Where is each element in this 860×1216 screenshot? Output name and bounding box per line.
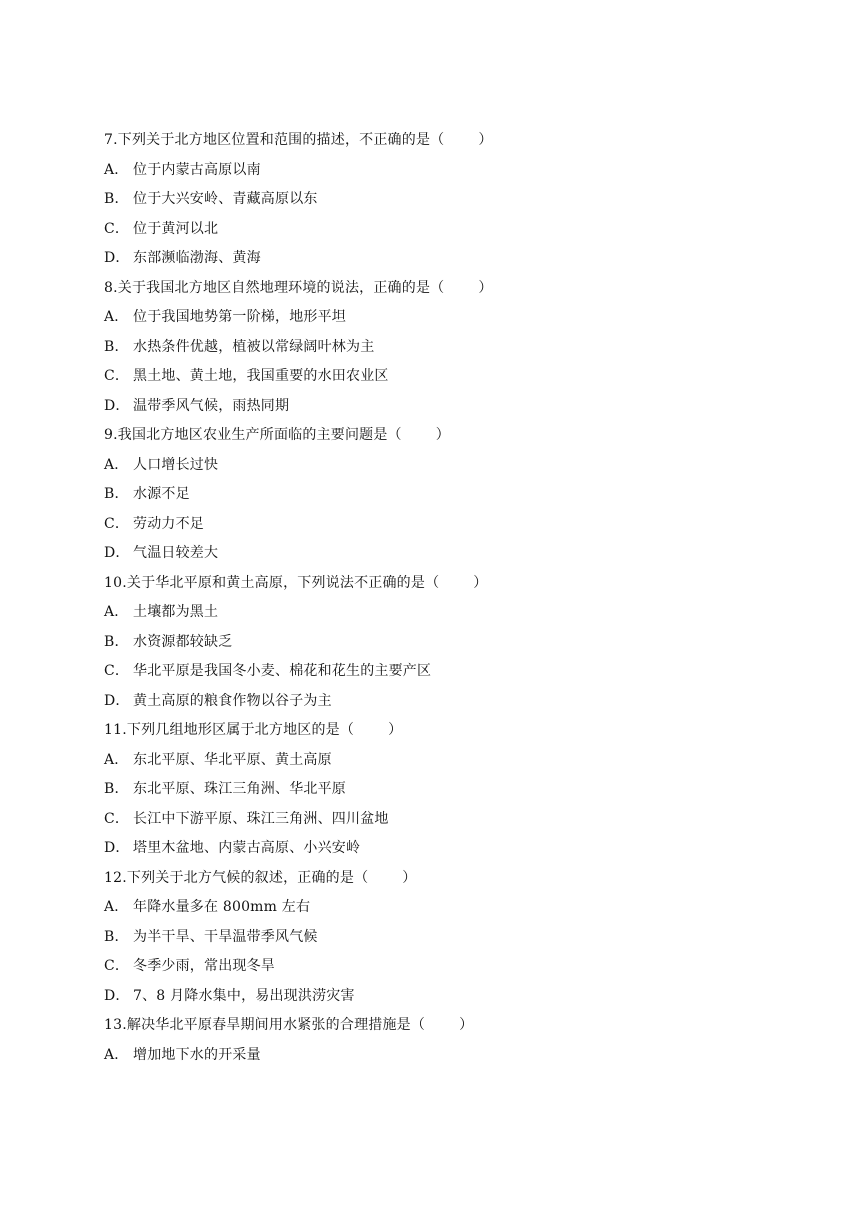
option-letter: A． [104, 751, 129, 768]
option-letter: B． [104, 928, 129, 945]
option-text: 黑土地、黄土地，我国重要的水田农业区 [133, 368, 389, 384]
option-letter: B． [104, 633, 129, 650]
option-letter: C． [104, 515, 130, 532]
option-text: 7、8 月降水集中，易出现洪涝灾害 [133, 987, 355, 1004]
closing-paren: ） [388, 722, 403, 738]
option-letter: D． [104, 250, 130, 266]
option-text: 冬季少雨，常出现冬旱 [133, 958, 275, 974]
question-7-option-d [104, 244, 764, 274]
question-10-stem [104, 569, 764, 599]
question-11-option-c [104, 805, 764, 835]
option-letter: D． [104, 692, 130, 709]
closing-paren: ） [402, 869, 417, 886]
question-10-option-a [104, 598, 764, 628]
question-8-option-a [104, 303, 764, 333]
question-8-option-d [104, 392, 764, 422]
closing-paren: ） [473, 574, 488, 591]
question-7-option-b [104, 185, 764, 215]
question-11-option-a [104, 746, 764, 776]
option-text: 长江中下游平原、珠江三角洲、四川盆地 [133, 810, 389, 827]
question-13-option-a [104, 1041, 764, 1071]
question-10-option-b [104, 628, 764, 658]
option-letter: B． [104, 338, 129, 355]
option-letter: C． [104, 958, 130, 974]
option-text: 水源不足 [133, 486, 190, 502]
question-9-option-c [104, 510, 764, 540]
question-9-option-d [104, 539, 764, 569]
question-stem-text: 13.解决华北平原春旱期间用水紧张的合理措施是（ [104, 1017, 426, 1033]
question-11-option-d [104, 834, 764, 864]
option-text: 位于我国地势第一阶梯，地形平坦 [133, 309, 346, 325]
question-9-option-b [104, 480, 764, 510]
option-text: 人口增长过快 [133, 456, 219, 473]
option-letter: D． [104, 545, 130, 561]
question-stem-text: 7.下列关于北方地区位置和范围的描述，不正确的是（ [104, 132, 445, 148]
question-stem-text: 8.关于我国北方地区自然地理环境的说法，正确的是（ [104, 279, 445, 296]
option-text: 水资源都较缺乏 [133, 633, 233, 650]
option-letter: C． [104, 368, 130, 384]
question-7-option-a [104, 156, 764, 186]
question-12-option-c [104, 952, 764, 982]
option-text: 气温日较差大 [133, 545, 219, 561]
question-12-option-a [104, 893, 764, 923]
option-text: 增加地下水的开采量 [133, 1046, 261, 1063]
option-text: 塔里木盆地、内蒙古高原、小兴安岭 [133, 840, 361, 856]
option-letter: D． [104, 840, 130, 856]
option-text: 土壤都为黑土 [133, 604, 219, 620]
option-letter: D． [104, 987, 130, 1004]
option-text: 水热条件优越，植被以常绿阔叶林为主 [133, 338, 375, 355]
option-letter: C． [104, 663, 130, 679]
closing-paren: ） [478, 279, 493, 296]
option-text: 年降水量多在 800mm 左右 [133, 899, 311, 915]
option-text: 东北平原、华北平原、黄土高原 [133, 751, 332, 768]
option-letter: A． [104, 604, 129, 620]
question-13-stem [104, 1011, 764, 1041]
question-9-option-a [104, 451, 764, 481]
question-10-option-c [104, 657, 764, 687]
option-letter: C． [104, 220, 130, 237]
question-10-option-d [104, 687, 764, 717]
option-text: 为半干旱、干旱温带季风气候 [133, 928, 318, 945]
question-list [104, 126, 764, 1070]
option-text: 黄土高原的粮食作物以谷子为主 [133, 692, 332, 709]
question-stem-text: 10.关于华北平原和黄土高原，下列说法不正确的是（ [104, 574, 440, 591]
question-stem-text: 12.下列关于北方气候的叙述，正确的是（ [104, 869, 369, 886]
option-text: 位于内蒙古高原以南 [133, 161, 261, 178]
question-9-stem [104, 421, 764, 451]
question-8-option-b [104, 333, 764, 363]
question-7-stem [104, 126, 764, 156]
question-12-stem [104, 864, 764, 894]
option-letter: A． [104, 1046, 129, 1063]
question-8-stem [104, 274, 764, 304]
question-12-option-b [104, 923, 764, 953]
question-11-option-b [104, 775, 764, 805]
option-letter: B． [104, 486, 129, 502]
option-text: 温带季风气候，雨热同期 [133, 397, 290, 414]
option-text: 东北平原、珠江三角洲、华北平原 [133, 781, 346, 797]
question-stem-text: 9.我国北方地区农业生产所面临的主要问题是（ [104, 427, 402, 443]
question-12-option-d [104, 982, 764, 1012]
option-text: 位于黄河以北 [133, 220, 219, 237]
option-letter: C． [104, 810, 130, 827]
option-text: 华北平原是我国冬小麦、棉花和花生的主要产区 [133, 663, 432, 679]
option-letter: A． [104, 309, 129, 325]
option-letter: B． [104, 781, 129, 797]
question-8-option-c [104, 362, 764, 392]
option-letter: A． [104, 899, 129, 915]
option-letter: A． [104, 161, 129, 178]
option-letter: D． [104, 397, 130, 414]
closing-paren: ） [459, 1017, 474, 1033]
option-text: 位于大兴安岭、青藏高原以东 [133, 191, 318, 207]
question-stem-text: 11.下列几组地形区属于北方地区的是（ [104, 722, 355, 738]
closing-paren: ） [478, 132, 493, 148]
question-11-stem [104, 716, 764, 746]
option-letter: A． [104, 456, 129, 473]
option-letter: B． [104, 191, 129, 207]
option-text: 劳动力不足 [133, 515, 204, 532]
question-7-option-c [104, 215, 764, 245]
option-text: 东部濒临渤海、黄海 [133, 250, 261, 266]
closing-paren: ） [435, 427, 450, 443]
